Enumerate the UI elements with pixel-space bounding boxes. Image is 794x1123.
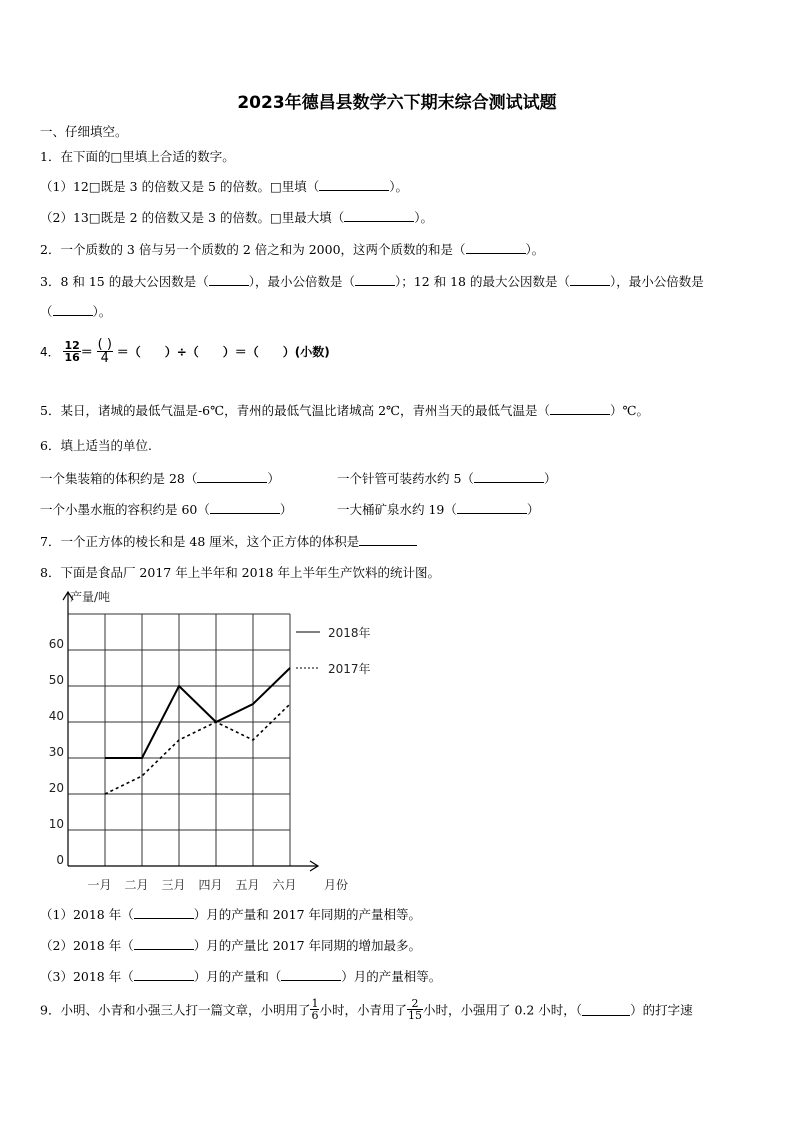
answer-blank[interactable] [570,273,610,286]
question-text: ）。 [389,179,409,194]
fraction-denominator: 6 [311,1009,319,1022]
answer-blank[interactable] [474,470,544,483]
y-tick-label: 0 [56,853,64,867]
question-text: 一个小墨水瓶的容积约是 60（ [40,502,210,517]
question-8-part-1 [40,905,421,923]
question-4 [40,338,330,365]
question-6-item [40,500,292,518]
legend-label: 2018年 [328,626,371,640]
series-line-2018年 [105,668,290,758]
question-text: （2）13□既是 2 的倍数又是 3 的倍数。□里最大填（ [40,210,345,225]
fraction-12-16 [63,340,80,363]
y-axis-label: 产量/吨 [70,590,111,604]
x-tick-label: 五月 [235,878,260,892]
answer-blank[interactable] [209,273,249,286]
equals-sign: ＝ [80,345,93,359]
question-8-part-3 [40,967,441,985]
x-axis-label: 月份 [324,878,349,892]
question-text: 小时，小强用了 0.2 小时，（ [422,1002,583,1018]
question-text: 一大桶矿泉水约 19（ [337,502,457,517]
question-text: ） [267,471,280,486]
fraction-2-15 [407,998,423,1021]
question-2 [40,240,544,258]
y-tick-label: 30 [48,745,64,759]
question-text: 一个集装箱的体积约是 28（ [40,471,198,486]
question-text: ）。 [414,210,434,225]
y-tick-label: 50 [48,673,64,687]
page-title: 2023年德昌县数学六下期末综合测试试题 [237,93,557,113]
line-chart [0,580,400,900]
question-1-part-2 [40,208,433,226]
question-text: ）月的产量和（ [193,969,282,984]
question-text: ）。 [92,304,112,319]
fraction-blank-over-4[interactable] [97,338,113,365]
question-text: ）月的产量相等。 [341,969,442,984]
fraction-numerator: 2 [407,998,423,1010]
question-text: ）月的产量和 2017 年同期的产量相等。 [193,907,422,922]
answer-blank[interactable] [344,209,414,222]
fraction-numerator: 12 [64,339,80,352]
chart-legend [296,625,371,676]
question-text: （1）2018 年（ [40,907,134,922]
answer-blank[interactable] [466,241,526,254]
question-text: 3．8 和 15 的最大公因数是（ [40,274,209,289]
x-tick-label: 二月 [124,878,149,892]
fraction-denominator: 15 [407,1009,422,1022]
question-text: ）。 [525,242,545,257]
answer-blank[interactable] [134,937,194,950]
y-tick-label: 20 [48,781,64,795]
question-6-item [337,469,556,487]
y-tick-label: 40 [48,709,64,723]
question-text: （3）2018 年（ [40,969,134,984]
answer-blank[interactable] [582,1003,630,1016]
question-text: 一个针管可装药水约 5（ [337,471,474,486]
question-text: 7．一个正方体的棱长和是 48 厘米，这个正方体的体积是 [40,534,360,549]
question-text: ），最小公倍数是（ [248,274,355,289]
question-8-stem: 8．下面是食品厂 2017 年上半年和 2018 年上半年生产饮料的统计图。 [40,565,440,580]
answer-blank[interactable] [210,501,280,514]
answer-blank[interactable] [355,273,395,286]
fraction-denominator: 4 [100,351,109,366]
question-1-part-1 [40,177,408,195]
question-text: ） [526,502,540,517]
question-6-item [337,500,539,518]
question-9 [40,998,693,1021]
answer-blank[interactable] [134,906,194,919]
question-text: 5．某日，诸城的最低气温是-6℃，青州的最低气温比诸城高 2℃，青州当天的最低气温是（ [40,403,551,418]
x-tick-label: 一月 [87,878,112,892]
question-text: （1）12□既是 3 的倍数又是 5 的倍数。□里填（ [40,179,320,194]
question-text: ）月的产量比 2017 年同期的增加最多。 [193,938,422,953]
answer-blank[interactable] [359,533,417,546]
question-text: 小时，小青用了 [319,1002,407,1018]
question-7 [40,532,417,550]
series-line-2017年 [105,704,290,794]
question-number: 4． [40,345,60,359]
question-6-item [40,469,280,487]
question-text: （2）2018 年（ [40,938,134,953]
x-tick-label: 三月 [161,878,186,892]
answer-blank[interactable] [281,968,341,981]
question-3 [40,272,704,290]
answer-blank[interactable] [457,501,527,514]
chart-axes [63,592,318,871]
x-tick-label: 四月 [198,878,223,892]
question-3-continued [40,302,111,320]
question-text: ） [543,471,557,486]
question-1-stem: 1．在下面的□里填上合适的数字。 [40,149,235,164]
fraction-numerator: 1 [311,997,319,1010]
legend-label: 2017年 [328,662,371,676]
question-8-part-2 [40,936,421,954]
question-text: ）℃。 [610,403,650,418]
x-tick-labels [87,878,296,892]
fraction-denominator: 16 [64,351,80,364]
question-text: 9．小明、小青和小强三人打一篇文章，小明用了 [40,1002,311,1018]
question-text: ），最小公倍数是 [609,274,704,289]
question-text: ） [279,502,293,517]
question-text: ）的打字速 [630,1002,693,1018]
question-text: 2．一个质数的 3 倍与另一个质数的 2 倍之和为 2000，这两个质数的和是（ [40,242,466,257]
question-text: （ [40,304,53,319]
x-tick-label: 六月 [272,878,297,892]
answer-blank[interactable] [134,968,194,981]
fraction-numerator: ( ) [97,337,112,352]
y-tick-labels [49,637,64,867]
answer-blank[interactable] [550,402,610,415]
answer-blank[interactable] [197,470,267,483]
answer-blank[interactable] [53,303,93,316]
question-6-stem: 6．填上适当的单位. [40,438,152,453]
y-tick-label: 10 [48,817,64,831]
chart-series [105,668,290,794]
question-text: ＝（ ）÷（ ）＝（ ）(小数) [116,345,330,359]
question-5 [40,401,649,419]
answer-blank[interactable] [319,178,389,191]
question-text: ）；12 和 18 的最大公因数是（ [395,274,570,289]
section-heading: 一、仔细填空。 [40,124,128,139]
y-tick-label: 60 [48,637,64,651]
